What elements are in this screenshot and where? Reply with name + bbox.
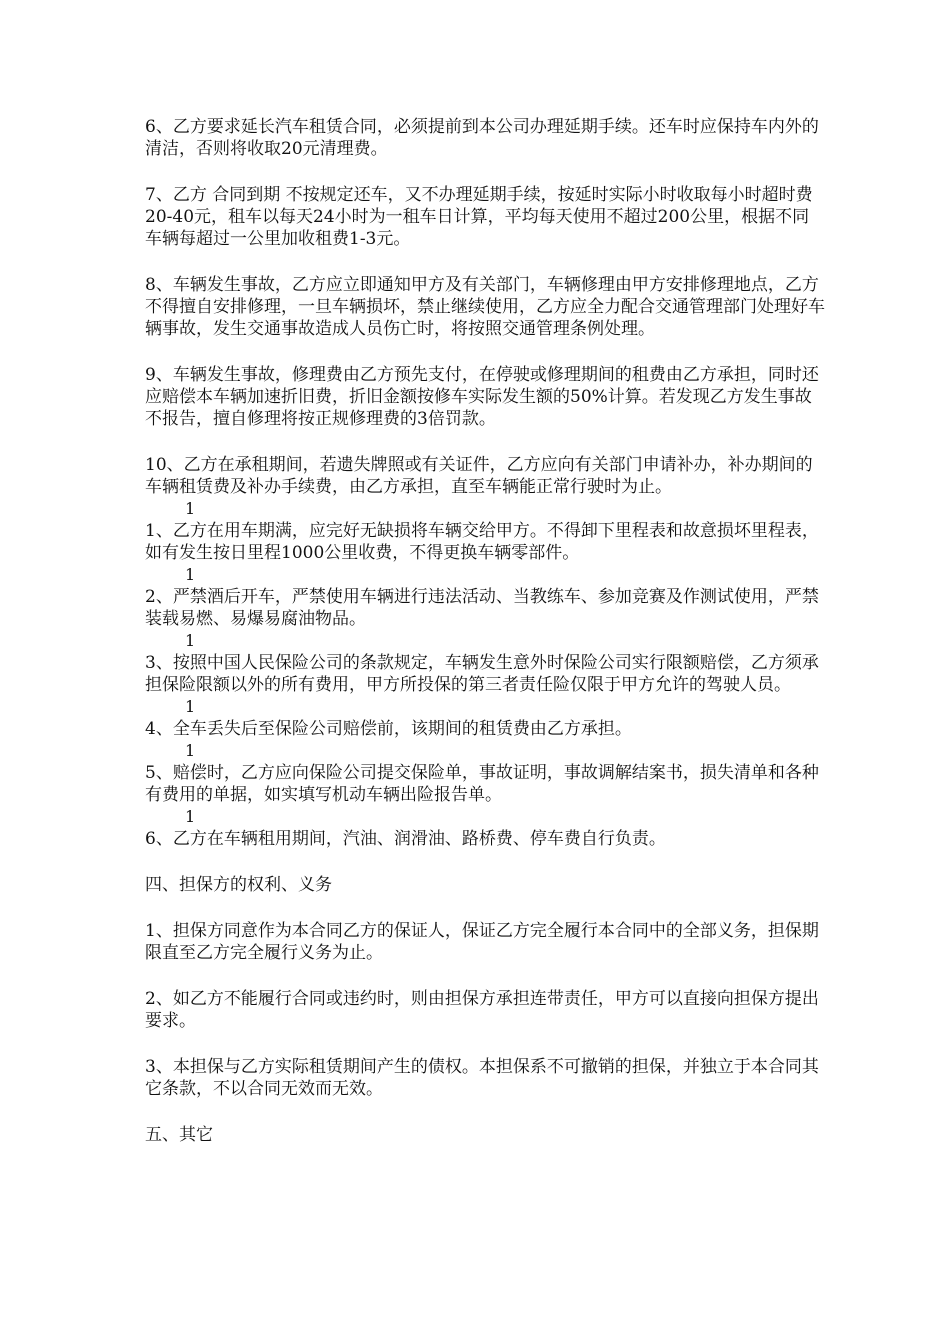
item-marker: 1 — [185, 499, 196, 518]
guarantor-paragraph: 2、如乙方不能履行合同或违约时，则由担保方承担连带责任，甲方可以直接向担保方提出要求。 — [145, 989, 819, 1031]
clause-paragraph: 8、车辆发生事故，乙方应立即通知甲方及有关部门，车辆修理由甲方安排修理地点，乙方不得擅自安排修理，一旦车辆损坏，禁止继续使用，乙方应全力配合交通管理部门处理好车辆事故，发生交通事故造成人员伤亡时，将按照交通管理条例处理。 — [145, 275, 825, 339]
section-heading: 四、担保方的权利、义务 — [145, 875, 332, 895]
item-marker: 1 — [185, 631, 196, 650]
document-body — [145, 116, 825, 1170]
guarantor-paragraph: 3、本担保与乙方实际租赁期间产生的债权。本担保系不可撤销的担保，并独立于本合同其它条款，不以合同无效而无效。 — [145, 1057, 819, 1099]
item-marker: 1 — [185, 565, 196, 584]
item-marker: 1 — [185, 807, 196, 826]
item-marker: 1 — [185, 741, 196, 760]
clause-paragraph: 7、乙方 合同到期 不按规定还车，又不办理延期手续，按延时实际小时收取每小时超时费20-40元，租车以每天24小时为一租车日计算，平均每天使用不超过200公里，根据不同车辆每超过一公里加收租费1-3元。 — [145, 185, 813, 249]
numbered-item-text: 2、严禁酒后开车，严禁使用车辆进行违法活动、当教练车、参加竞赛及作测试使用，严禁装载易燃、易爆易腐油物品。 — [145, 587, 819, 629]
numbered-item-text: 4、全车丢失后至保险公司赔偿前，该期间的租赁费由乙方承担。 — [145, 719, 632, 739]
numbered-items — [145, 498, 825, 850]
numbered-item-text: 6、乙方在车辆租用期间，汽油、润滑油、路桥费、停车费自行负责。 — [145, 829, 666, 849]
section-heading: 五、其它 — [145, 1125, 213, 1145]
clause-paragraph: 10、乙方在承租期间，若遗失牌照或有关证件，乙方应向有关部门申请补办，补办期间的车辆租赁费及补办手续费，由乙方承担，直至车辆能正常行驶时为止。 — [145, 455, 813, 497]
clause-paragraph: 6、乙方要求延长汽车租赁合同，必须提前到本公司办理延期手续。还车时应保持车内外的清洁，否则将收取20元清理费。 — [145, 117, 819, 159]
numbered-item-text: 3、按照中国人民保险公司的条款规定，车辆发生意外时保险公司实行限额赔偿，乙方须承担保险限额以外的所有费用，甲方所投保的第三者责任险仅限于甲方允许的驾驶人员。 — [145, 653, 819, 695]
numbered-item-text: 1、乙方在用车期满，应完好无缺损将车辆交给甲方。不得卸下里程表和故意损坏里程表，如有发生按日里程1000公里收费，不得更换车辆零部件。 — [145, 521, 819, 563]
clause-paragraph: 9、车辆发生事故，修理费由乙方预先支付，在停驶或修理期间的租费由乙方承担，同时还应赔偿本车辆加速折旧费，折旧金额按修车实际发生额的50%计算。若发现乙方发生事故不报告，擅自修理将按正规修理费的3倍罚款。 — [145, 365, 819, 429]
guarantor-paragraph: 1、担保方同意作为本合同乙方的保证人，保证乙方完全履行本合同中的全部义务，担保期限直至乙方完全履行义务为止。 — [145, 921, 819, 963]
numbered-item-text: 5、赔偿时，乙方应向保险公司提交保险单，事故证明，事故调解结案书，损失清单和各种有费用的单据，如实填写机动车辆出险报告单。 — [145, 763, 819, 805]
item-marker: 1 — [185, 697, 196, 716]
